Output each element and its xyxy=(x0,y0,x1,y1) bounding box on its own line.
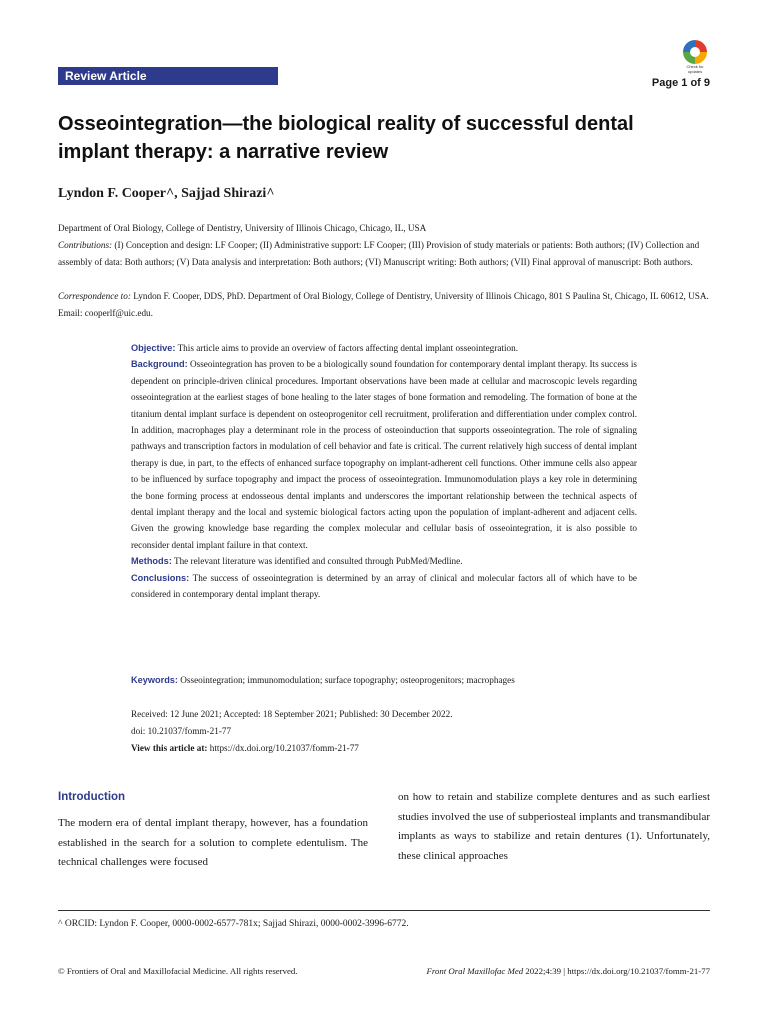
affiliation: Department of Oral Biology, College of Dentistry, University of Illinois Chicago, Chicago, IL, USA xyxy=(58,223,427,233)
correspondence-label: Correspondence to: xyxy=(58,291,131,301)
abstract-methods xyxy=(131,553,637,569)
intro-right-column: on how to retain and stabilize complete dentures and as such earliest studies involved the use of subperiosteal implants and transmandibular implants as ways to stabilize and retain dentures (1). Unfortunately, these clinical approaches xyxy=(398,791,710,862)
contributions xyxy=(58,237,710,271)
crossmark-label: Check for updates xyxy=(686,64,704,74)
keywords xyxy=(131,675,637,685)
page-number: Page 1 of 9 xyxy=(651,77,710,89)
abstract-background xyxy=(131,356,637,553)
citation-footer xyxy=(427,966,711,976)
crossmark-icon xyxy=(683,40,707,64)
conclusions-label: Conclusions: xyxy=(131,572,190,583)
keywords-text: Osseointegration; immunomodulation; surface topography; osteoprogenitors; macrophages xyxy=(180,675,515,685)
correspondence-text: Lyndon F. Cooper, DDS, PhD. Department of Oral Biology, College of Dentistry, University of Illinois Chicago, 801 S Paulina St, Chicago, IL 60612, USA. Email: cooperlf@uic.edu. xyxy=(58,291,709,318)
journal-name: Front Oral Maxillofac Med xyxy=(426,966,524,976)
view-article xyxy=(131,743,359,753)
conclusions-text: The success of osseointegration is determined by an array of clinical and molecular factors all of which have to be considered in contemporary dental implant therapy. xyxy=(131,572,637,600)
objective-text: This article aims to provide an overview of factors affecting dental implant osseointegration. xyxy=(177,343,518,353)
authors: Lyndon F. Cooper^, Sajjad Shirazi^ xyxy=(58,186,275,201)
abstract xyxy=(131,340,637,603)
check-for-updates-button[interactable] xyxy=(680,40,710,74)
citation-text[interactable]: 2022;4:39 | https://dx.doi.org/10.21037/fomm-21-77 xyxy=(525,966,710,976)
view-article-link[interactable]: https://dx.doi.org/10.21037/fomm-21-77 xyxy=(209,743,359,753)
keywords-label: Keywords: xyxy=(131,675,178,685)
contributions-text: (I) Conception and design: LF Cooper; (II) Administrative support: LF Cooper; (III) Provision of study materials or patients: Both authors; (IV) Collection and assembly of data: Both authors; (V) Data analysis and interpretation: Both authors; (VI) Manuscript writing: Both authors; (VII) Final approval of manuscript: Both authors. xyxy=(58,240,700,267)
contributions-label: Contributions: xyxy=(58,240,113,250)
introduction-heading: Introduction xyxy=(58,791,126,803)
article-title: Osseointegration—the biological reality of successful dental implant therapy: a narrative review xyxy=(58,113,634,163)
methods-text: The relevant literature was identified and consulted through PubMed/Medline. xyxy=(173,556,463,567)
doi[interactable]: doi: 10.21037/fomm-21-77 xyxy=(131,726,232,736)
footnote-divider xyxy=(58,910,710,911)
orcid-footnote: ^ ORCID: Lyndon F. Cooper, 0000-0002-6577-781x; Sajjad Shirazi, 0000-0002-3996-6772. xyxy=(58,919,409,929)
abstract-conclusions xyxy=(131,570,637,603)
correspondence xyxy=(58,288,710,322)
abstract-objective xyxy=(131,340,637,356)
intro-left-column: The modern era of dental implant therapy, however, has a foundation established in the search for a solution to complete edentulism. The technical challenges were focused xyxy=(58,817,368,868)
objective-label: Objective: xyxy=(131,343,176,353)
methods-label: Methods: xyxy=(131,556,172,567)
background-text: Osseointegration has proven to be a biologically sound foundation for contemporary dental implant therapy. Its success is dependent on principle-driven clinical procedures. Important observations have been made at cellular and macroscopic levels regarding osseointegration at the earliest stages of bone healing to the later stages of bone formation and remodeling. The formation of bone at the titanium dental implant surface is dependent on osteoprogenitor cell recruitment, proliferation and differentiation under complex control. In addition, macrophages play a determinant role in the process of osteoinduction that supports osseointegration. The role of signaling pathways and transcription factors in modulation of cell behavior and fate is critical. The current relatively high success of dental implant therapy is due, in part, to the effects of enhanced surface topography on implant-adherent cell functions. Other immune cells also appear to be influenced by surface topography and impact the process of osseointegration. Immunomodulation plays a key role in determining the bone forming process at endosseous dental implants and underscores the important relationship between the technical aspects of dental implant therapy and the local and systemic biological factors acting upon the population of implant-adherent and adjacent cells. Given the growing knowledge base regarding the complex molecular and cellular basis of osseointegration, it is also possible to reconsider dental implant failure in that context. xyxy=(131,359,637,550)
article-type-badge: Review Article xyxy=(58,67,278,85)
copyright: © Frontiers of Oral and Maxillofacial Medicine. All rights reserved. xyxy=(58,966,298,976)
background-label: Background: xyxy=(131,359,188,370)
view-article-label: View this article at: xyxy=(131,743,208,753)
publication-dates: Received: 12 June 2021; Accepted: 18 September 2021; Published: 30 December 2022. xyxy=(131,709,453,719)
